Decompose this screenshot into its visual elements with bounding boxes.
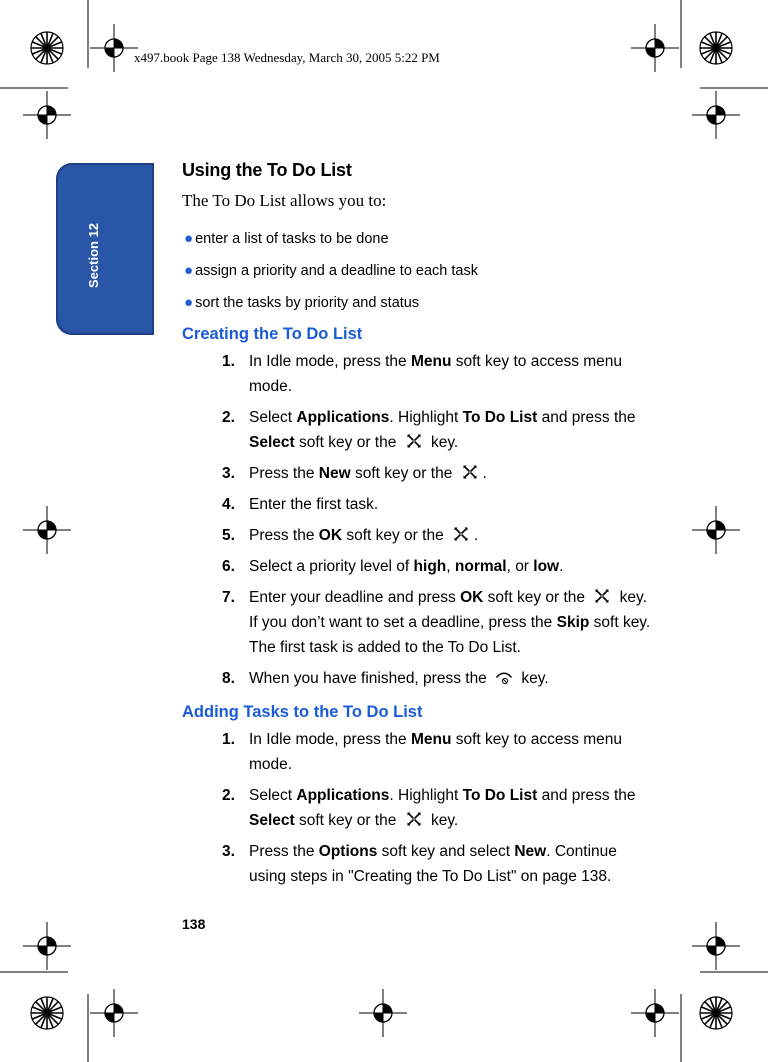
step-text: soft key or the [294, 434, 401, 451]
step-text: Enter the first task. [249, 496, 379, 513]
step-number: 2. [222, 787, 235, 804]
registration-mark-bottom-left [90, 989, 138, 1037]
step-keyword: Select [249, 434, 295, 451]
step-number: 1. [222, 353, 235, 370]
registration-mark-left-upper [23, 91, 71, 139]
step-text: soft key or the [342, 527, 448, 544]
step-number: 2. [222, 409, 235, 426]
step-text: key. [615, 589, 647, 606]
step-text: . [482, 465, 487, 482]
step-keyword: Menu [410, 353, 452, 370]
step-text: soft key to access menu mode. [249, 731, 623, 773]
step-text: key. [517, 670, 549, 687]
step-text: When you have finished, press the [249, 670, 492, 687]
step-keyword: To Do List [462, 787, 538, 804]
step-keyword: OK [460, 589, 484, 606]
list-item-text: sort the tasks by priority and status [195, 295, 420, 311]
bullet-icon: ● [184, 230, 194, 247]
step-text: soft key or the [483, 589, 590, 606]
registration-mark-left-mid [23, 506, 71, 554]
step-text: soft key or the [350, 465, 457, 482]
end-key-icon [495, 669, 513, 685]
section-tab-label: Section 12 [86, 222, 101, 288]
star-target-bottom-left [31, 997, 63, 1029]
step-text: Press the [249, 843, 319, 860]
step-text: and press the [537, 409, 636, 426]
step-keyword: New [514, 843, 547, 860]
registration-mark-top-right [631, 24, 679, 72]
step-item [182, 839, 652, 889]
nav-key-icon [452, 526, 470, 542]
nav-key-icon [593, 588, 611, 604]
step-number: 3. [222, 465, 235, 482]
registration-mark-top-left [90, 24, 138, 72]
step-keyword: low [533, 558, 560, 575]
step-item [182, 554, 652, 579]
list-item [182, 223, 652, 255]
adding-heading: Adding Tasks to the To Do List [182, 703, 423, 721]
step-text: . Highlight [389, 787, 463, 804]
step-text: , [446, 558, 455, 575]
list-item-text: assign a priority and a deadline to each task [195, 263, 478, 279]
step-keyword: Menu [410, 731, 452, 748]
nav-key-icon [461, 464, 479, 480]
step-item [182, 405, 652, 455]
page-content [182, 157, 652, 895]
step-item [182, 461, 652, 486]
step-item [182, 666, 652, 691]
star-target-top-left [31, 32, 63, 64]
step-item [182, 492, 652, 517]
step-text: . [474, 527, 479, 544]
bullet-icon: ● [184, 262, 194, 279]
list-item-text: enter a list of tasks to be done [195, 231, 389, 247]
step-text: key. [426, 434, 459, 451]
step-text: . Highlight [389, 409, 463, 426]
registration-mark-right-lower [692, 922, 740, 970]
step-text: In Idle mode, press the [249, 353, 411, 370]
step-keyword: Applications [296, 409, 390, 426]
registration-mark-bottom-center [359, 989, 407, 1037]
step-text: Enter your deadline and press [249, 589, 461, 606]
step-keyword: normal [454, 558, 507, 575]
step-text: . Continue using steps in "Creating the To Do List" on page 138. [249, 843, 617, 885]
step-keyword: Skip [556, 614, 590, 631]
registration-mark-right-upper [692, 91, 740, 139]
step-keyword: high [413, 558, 447, 575]
step-item [182, 585, 652, 660]
step-text: and press the [537, 787, 636, 804]
registration-mark-right-mid [692, 506, 740, 554]
step-item [182, 523, 652, 548]
step-item [182, 349, 652, 399]
step-number: 8. [222, 670, 235, 687]
section-tab [56, 163, 154, 335]
intro-text: The To Do List allows you to: [182, 191, 387, 210]
creating-steps [182, 349, 652, 691]
step-text: key. [426, 812, 459, 829]
step-keyword: Options [318, 843, 378, 860]
step-keyword: Select [249, 812, 295, 829]
page-title: Using the To Do List [182, 160, 352, 180]
step-text: Select a priority level of [249, 558, 414, 575]
step-keyword: OK [318, 527, 343, 544]
step-text: soft key and select [377, 843, 515, 860]
nav-key-icon [405, 433, 423, 449]
step-number: 1. [222, 731, 235, 748]
step-text: soft key. [589, 614, 651, 631]
step-text: If you don’t want to set a deadline, press the [249, 614, 557, 631]
registration-mark-bottom-right [631, 989, 679, 1037]
step-keyword: Applications [296, 787, 390, 804]
list-item [182, 287, 652, 319]
star-target-bottom-right [700, 997, 732, 1029]
step-text: Select [249, 409, 297, 426]
registration-mark-left-lower [23, 922, 71, 970]
print-header: x497.book Page 138 Wednesday, March 30, 2005 5:22 PM [134, 50, 440, 65]
page-number: 138 [182, 916, 206, 932]
step-text: Select [249, 787, 297, 804]
step-item [182, 727, 652, 777]
step-text: soft key to access menu mode. [249, 353, 623, 395]
step-text: The first task is added to the To Do List. [249, 639, 521, 656]
list-item [182, 255, 652, 287]
creating-heading: Creating the To Do List [182, 325, 363, 343]
step-keyword: To Do List [462, 409, 538, 426]
adding-steps [182, 727, 652, 889]
star-target-top-right [700, 32, 732, 64]
step-number: 7. [222, 589, 235, 606]
step-text: Press the [249, 527, 319, 544]
step-text: In Idle mode, press the [249, 731, 411, 748]
step-text: soft key or the [294, 812, 401, 829]
step-number: 3. [222, 843, 235, 860]
feature-list [182, 223, 652, 319]
step-keyword: New [318, 465, 351, 482]
step-text: , or [506, 558, 534, 575]
step-number: 6. [222, 558, 235, 575]
step-text: . [559, 558, 564, 575]
step-number: 5. [222, 527, 235, 544]
step-item [182, 783, 652, 833]
nav-key-icon [405, 811, 423, 827]
step-text: Press the [249, 465, 319, 482]
bullet-icon: ● [184, 294, 194, 311]
step-number: 4. [222, 496, 235, 513]
